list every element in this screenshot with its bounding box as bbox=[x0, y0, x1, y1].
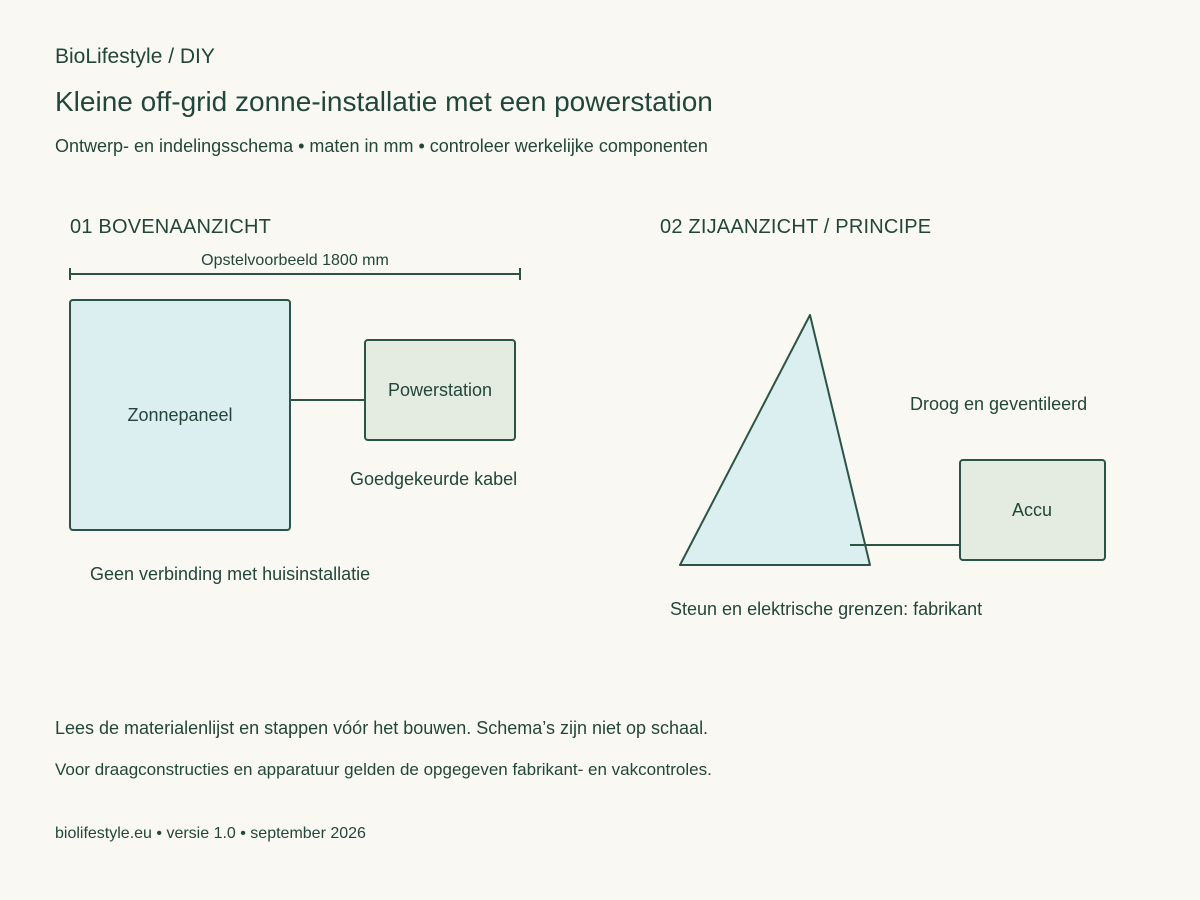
brand-breadcrumb: BioLifestyle / DIY bbox=[55, 45, 215, 68]
support-note: Steun en elektrische grenzen: fabrikant bbox=[670, 599, 983, 619]
powerstation-label: Powerstation bbox=[387, 380, 493, 400]
battery-label: Accu bbox=[1011, 500, 1053, 520]
dimension-line bbox=[70, 268, 520, 280]
note-manufacturer-checks: Voor draagconstructies en apparatuur gelden de opgegeven fabrikant- en vakcontroles. bbox=[55, 760, 712, 779]
dry-ventilated-label: Droog en geventileerd bbox=[910, 394, 1088, 414]
section-title-side-view: 02 ZIJAANZICHT / PRINCIPE bbox=[660, 216, 932, 238]
page-title: Kleine off-grid zonne-installatie met een powerstation bbox=[55, 86, 713, 117]
solar-panel-label: Zonnepaneel bbox=[127, 405, 233, 425]
note-read-materials: Lees de materialenlijst en stappen vóór het bouwen. Schema’s zijn niet op schaal. bbox=[55, 718, 709, 738]
panel-support-triangle bbox=[680, 315, 870, 565]
cable-label: Goedgekeurde kabel bbox=[350, 469, 518, 489]
section-title-top-view: 01 BOVENAANZICHT bbox=[70, 216, 272, 238]
dimension-label: Opstelvoorbeeld 1800 mm bbox=[201, 252, 389, 269]
grid-note: Geen verbinding met huisinstallatie bbox=[90, 564, 371, 584]
footer-text: biolifestyle.eu • versie 1.0 • september 2026 bbox=[55, 825, 366, 842]
page-subtitle: Ontwerp- en indelingsschema • maten in mm • controleer werkelijke componenten bbox=[55, 136, 708, 156]
